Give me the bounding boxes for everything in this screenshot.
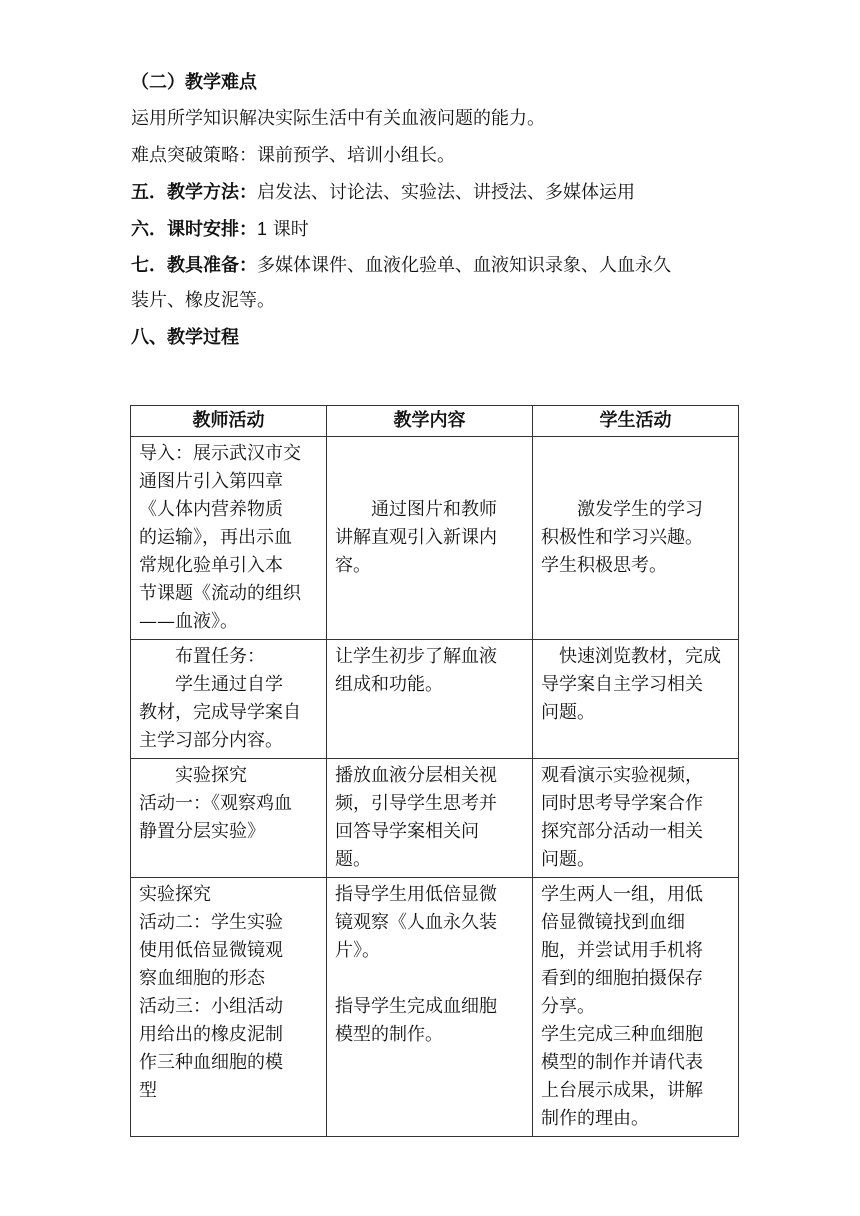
section-heading-difficulty: （二）教学难点 [131,72,257,93]
cell-line: 静置分层实验》 [139,821,265,842]
methods-line [131,180,635,206]
cell-line: 导入：展示武汉市交 [139,443,301,464]
cell-line: 实验探究 [139,765,247,786]
schedule-number: 1 [257,219,268,239]
cell-line: 学生积极思考。 [541,555,667,576]
table-row [131,437,739,640]
teaching-process-table [130,405,739,1137]
cell-line: 同时思考导学案合作 [541,793,703,814]
table-header-row [131,406,739,437]
cell-line: 型 [139,1080,157,1101]
difficulty-strategy: 难点突破策略：课前预学、培训小组长。 [131,145,455,166]
cell-line: 通图片引入第四章 [139,471,283,492]
cell-line: 学生两人一组，用低 [541,884,703,905]
teaching-content-cell [327,640,533,759]
cell-line: 用给出的橡皮泥制 [139,1024,283,1045]
cell-line: 问题。 [541,702,595,723]
teaching-content-cell [327,437,533,640]
header-teacher-activity: 教师活动 [131,406,327,437]
cell-line: 模型的制作并请代表 [541,1052,703,1073]
cell-line: 题。 [335,849,371,870]
table-row [131,640,739,759]
cell-line: 学生通过自学 [139,674,283,695]
cell-line: 播放血液分层相关视 [335,765,497,786]
cell-line: 胞，并尝试用手机将 [541,940,703,961]
cell-line: 指导学生用低倍显微 [335,884,497,905]
cell-line: 观看演示实验视频， [541,765,703,786]
cell-line: 布置任务： [139,646,265,667]
cell-line: 片》。 [335,940,380,961]
schedule-label: 六．课时安排： [131,219,257,240]
cell-line: 教材，完成导学案自 [139,702,301,723]
tools-label: 七．教具准备： [131,255,257,276]
cell-line: 让学生初步了解血液 [335,646,497,667]
cell-line: 分享。 [541,996,595,1017]
cell-line: 通过图片和教师 [335,499,497,520]
tools-line [131,253,671,279]
cell-line: 《人体内营养物质 [139,499,283,520]
cell-line: 常规化验单引入本 [139,555,283,576]
teacher-activity-cell [131,437,327,640]
cell-line: 实验探究 [139,884,211,905]
cell-line: 节课题《流动的组织 [139,583,301,604]
header-student-activity: 学生活动 [533,406,739,437]
student-activity-cell [533,640,739,759]
cell-line: 察血细胞的形态 [139,968,265,989]
teaching-content-cell [327,759,533,878]
cell-gap [335,965,524,993]
cell-line: ——血液》。 [139,611,238,632]
student-activity-cell [533,437,739,640]
cell-line: 快速浏览教材，完成 [541,646,721,667]
teacher-activity-cell [131,759,327,878]
cell-line: 活动二：学生实验 [139,912,283,933]
cell-line: 模型的制作。 [335,1024,443,1045]
student-activity-cell [533,878,739,1137]
cell-line: 积极性和学习兴趣。 [541,527,703,548]
cell-line: 导学案自主学习相关 [541,674,703,695]
methods-value: 启发法、讨论法、实验法、讲授法、多媒体运用 [257,182,635,203]
cell-line: 主学习部分内容。 [139,730,283,751]
schedule-line [131,216,309,243]
difficulty-content: 运用所学知识解决实际生活中有关血液问题的能力。 [131,108,545,129]
table-row [131,759,739,878]
cell-line: 激发学生的学习 [541,499,703,520]
cell-line: 镜观察《人血永久装 [335,912,497,933]
cell-line: 作三种血细胞的模 [139,1052,283,1073]
cell-line: 活动三：小组活动 [139,996,283,1017]
cell-line: 的运输》，再出示血 [139,527,292,548]
header-teaching-content: 教学内容 [327,406,533,437]
cell-line: 容。 [335,555,371,576]
cell-line: 倍显微镜找到血细 [541,912,685,933]
cell-line: 问题。 [541,849,595,870]
teaching-content-cell [327,878,533,1137]
cell-line: 频，引导学生思考并 [335,793,497,814]
student-activity-cell [533,759,739,878]
tools-value-line1: 多媒体课件、血液化验单、血液知识录象、人血永久 [257,255,671,276]
cell-line: 学生完成三种血细胞 [541,1024,703,1045]
cell-line: 指导学生完成血细胞 [335,996,497,1017]
cell-line: 探究部分活动一相关 [541,821,703,842]
process-heading: 八、教学过程 [131,327,239,348]
cell-line: 回答导学案相关问 [335,821,479,842]
table-row [131,878,739,1137]
cell-line: 讲解直观引入新课内 [335,527,497,548]
methods-label: 五．教学方法： [131,182,257,203]
teacher-activity-cell [131,878,327,1137]
teacher-activity-cell [131,640,327,759]
cell-line: 上台展示成果，讲解 [541,1080,703,1101]
tools-value-line2: 装片、橡皮泥等。 [131,290,275,311]
cell-line: 活动一：《观察鸡血 [139,793,292,814]
cell-line: 组成和功能。 [335,674,443,695]
cell-line: 看到的细胞拍摄保存 [541,968,703,989]
schedule-unit: 课时 [272,219,309,240]
cell-line: 使用低倍显微镜观 [139,940,283,961]
cell-line: 制作的理由。 [541,1108,649,1129]
